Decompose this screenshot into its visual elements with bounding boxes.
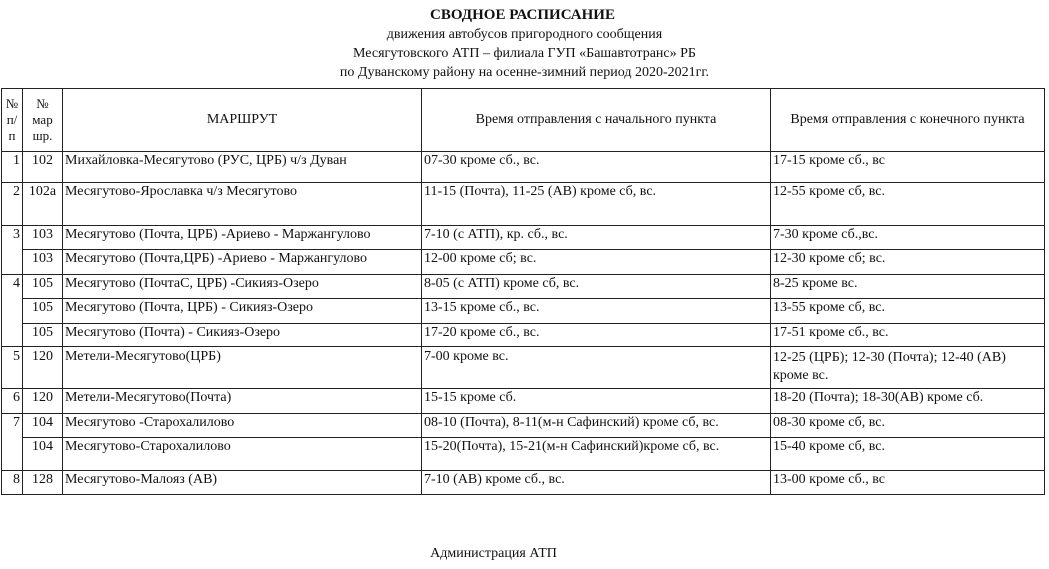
row-number: 5	[2, 347, 23, 389]
departure-start: 11-15 (Почта), 11-25 (АВ) кроме сб, вс.	[422, 183, 771, 226]
route-name: Метели-Месягутово(ЦРБ)	[63, 347, 422, 389]
column-header-number-line1: №	[5, 96, 19, 111]
departure-start: 15-20(Почта), 15-21(м-н Сафинский)кроме сб, вс.	[422, 438, 771, 471]
footer-signature: Администрация АТП	[430, 546, 557, 561]
document-title: СВОДНОЕ РАСПИСАНИЕ	[430, 7, 615, 23]
document-footer	[0, 544, 1049, 564]
departure-start: 17-20 кроме сб., вс.	[422, 324, 771, 347]
row-number: 2	[2, 183, 23, 226]
row-number: 8	[2, 471, 23, 495]
route-number: 104	[23, 438, 63, 471]
route-name: Метели-Месягутово(Почта)	[63, 389, 422, 414]
column-header-departure-start: Время отправления с начального пункта	[422, 89, 771, 152]
row-number: 3	[2, 226, 23, 250]
row-number	[2, 250, 23, 275]
departure-start: 07-30 кроме сб., вс.	[422, 152, 771, 183]
route-name: Месягутово-Старохалилово	[63, 438, 422, 471]
departure-end: 18-20 (Почта); 18-30(АВ) кроме сб.	[771, 389, 1045, 414]
column-header-route-number	[23, 89, 63, 152]
route-number: 103	[23, 250, 63, 275]
route-number: 102а	[23, 183, 63, 226]
route-name: Месягутово-Ярославка ч/з Месягутово	[63, 183, 422, 226]
table-header-row	[2, 89, 1045, 152]
document-header	[0, 5, 1049, 82]
departure-start: 8-05 (с АТП) кроме сб, вс.	[422, 275, 771, 299]
route-number: 105	[23, 299, 63, 324]
table-row	[2, 226, 1045, 250]
table-row	[2, 438, 1045, 471]
route-number: 105	[23, 324, 63, 347]
column-header-number	[2, 89, 23, 152]
table-row	[2, 324, 1045, 347]
route-name: Месягутово (Почта) - Сикияз-Озеро	[63, 324, 422, 347]
table-row	[2, 471, 1045, 495]
table-row	[2, 347, 1045, 389]
route-number: 102	[23, 152, 63, 183]
departure-start: 13-15 кроме сб., вс.	[422, 299, 771, 324]
subtitle-line-1: движения автобусов пригородного сообщения	[386, 27, 663, 42]
table-row	[2, 414, 1045, 438]
row-number	[2, 438, 23, 471]
route-name: Месягутово (Почта,ЦРБ) -Ариево - Маржангулово	[63, 250, 422, 275]
row-number: 1	[2, 152, 23, 183]
table-row	[2, 250, 1045, 275]
route-name: Месягутово (ПочтаС, ЦРБ) -Сикияз-Озеро	[63, 275, 422, 299]
row-number: 7	[2, 414, 23, 438]
route-number: 128	[23, 471, 63, 495]
departure-start: 7-10 (с АТП), кр. сб., вс.	[422, 226, 771, 250]
subtitle-line-2: Месягутовского АТП – филиала ГУП «Башавтотранс» РБ	[353, 46, 696, 61]
table-row	[2, 275, 1045, 299]
departure-start: 7-10 (АВ) кроме сб., вс.	[422, 471, 771, 495]
departure-end: 17-51 кроме сб., вс.	[771, 324, 1045, 347]
column-header-route-line3: шр.	[32, 128, 53, 143]
column-header-route: МАРШРУТ	[63, 89, 422, 152]
column-header-number-line3: п	[8, 128, 16, 143]
column-header-route-line1: №	[36, 96, 49, 111]
column-header-number-line2: п/	[6, 112, 18, 127]
departure-end: 13-00 кроме сб., вс	[771, 471, 1045, 495]
route-number: 104	[23, 414, 63, 438]
route-number: 120	[23, 347, 63, 389]
column-header-departure-end: Время отправления с конечного пункта	[771, 89, 1045, 152]
departure-start: 12-00 кроме сб; вс.	[422, 250, 771, 275]
departure-end: 17-15 кроме сб., вс	[771, 152, 1045, 183]
subtitle-line-3: по Дуванскому району на осенне-зимний период 2020-2021гг.	[339, 65, 710, 80]
route-name: Месягутово (Почта, ЦРБ) -Ариево - Маржангулово	[63, 226, 422, 250]
departure-end: 12-25 (ЦРБ); 12-30 (Почта); 12-40 (АВ) кроме вс.	[771, 347, 1045, 389]
schedule-table	[1, 88, 1045, 495]
route-name: Месягутово-Малояз (АВ)	[63, 471, 422, 495]
departure-end: 08-30 кроме сб, вс.	[771, 414, 1045, 438]
departure-end: 13-55 кроме сб, вс.	[771, 299, 1045, 324]
route-number: 103	[23, 226, 63, 250]
column-header-route-line2: мар	[32, 112, 53, 127]
table-row	[2, 389, 1045, 414]
departure-end: 12-55 кроме сб, вс.	[771, 183, 1045, 226]
row-number	[2, 324, 23, 347]
row-number	[2, 299, 23, 324]
row-number: 4	[2, 275, 23, 299]
departure-end: 15-40 кроме сб, вс.	[771, 438, 1045, 471]
route-name: Михайловка-Месягутово (РУС, ЦРБ) ч/з Дуван	[63, 152, 422, 183]
departure-end: 7-30 кроме сб.,вс.	[771, 226, 1045, 250]
departure-start: 15-15 кроме сб.	[422, 389, 771, 414]
route-number: 105	[23, 275, 63, 299]
departure-end: 8-25 кроме вс.	[771, 275, 1045, 299]
table-row	[2, 152, 1045, 183]
departure-start: 08-10 (Почта), 8-11(м-н Сафинский) кроме сб, вс.	[422, 414, 771, 438]
table-row	[2, 299, 1045, 324]
route-number: 120	[23, 389, 63, 414]
departure-end: 12-30 кроме сб; вс.	[771, 250, 1045, 275]
row-number: 6	[2, 389, 23, 414]
route-name: Месягутово -Старохалилово	[63, 414, 422, 438]
route-name: Месягутово (Почта, ЦРБ) - Сикияз-Озеро	[63, 299, 422, 324]
departure-start: 7-00 кроме вс.	[422, 347, 771, 389]
table-row	[2, 183, 1045, 226]
